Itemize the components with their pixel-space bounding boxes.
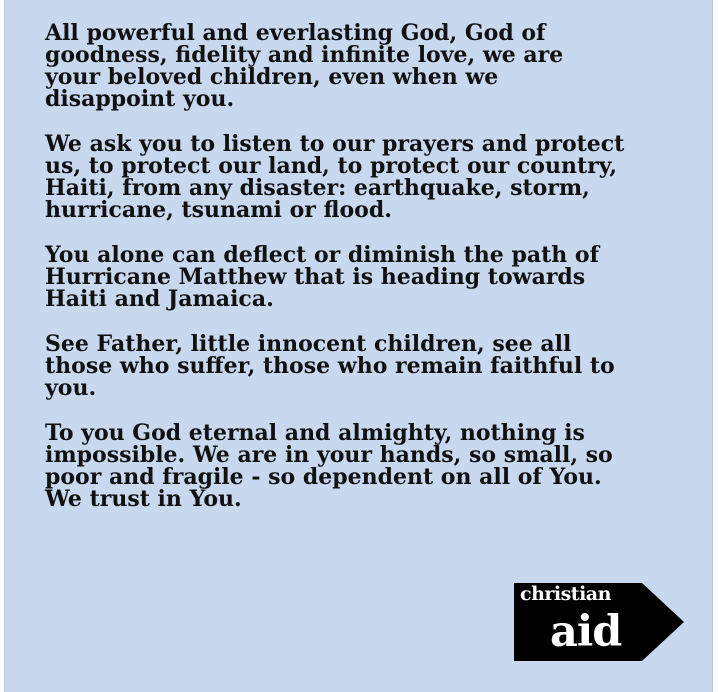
prayer-paragraph-4: See Father, little innocent children, see all those who suffer, those who remain faithful to you. bbox=[45, 331, 615, 401]
prayer-paragraph-5: To you God eternal and almighty, nothing is impossible. We are in your hands, so small, so poor and fragile - so dependent on all of You. We trust in You. bbox=[45, 420, 613, 512]
prayer-card bbox=[4, 0, 713, 692]
prayer-paragraph-2: We ask you to listen to our prayers and protect us, to protect our land, to protect our country, Haiti, from any disaster: earthquake, storm, hurricane, tsunami or flood. bbox=[45, 131, 625, 223]
prayer-paragraph-1: All powerful and everlasting God, God of goodness, fidelity and infinite love, we are your beloved children, even when we disappoint you. bbox=[45, 20, 564, 112]
prayer-paragraph-3: You alone can deflect or diminish the path of Hurricane Matthew that is heading towards Haiti and Jamaica. bbox=[45, 242, 600, 312]
logo-word-aid: aid bbox=[550, 607, 622, 657]
christian-aid-logo bbox=[514, 583, 684, 661]
prayer-text bbox=[45, 22, 695, 533]
logo-word-christian: christian bbox=[520, 583, 611, 605]
